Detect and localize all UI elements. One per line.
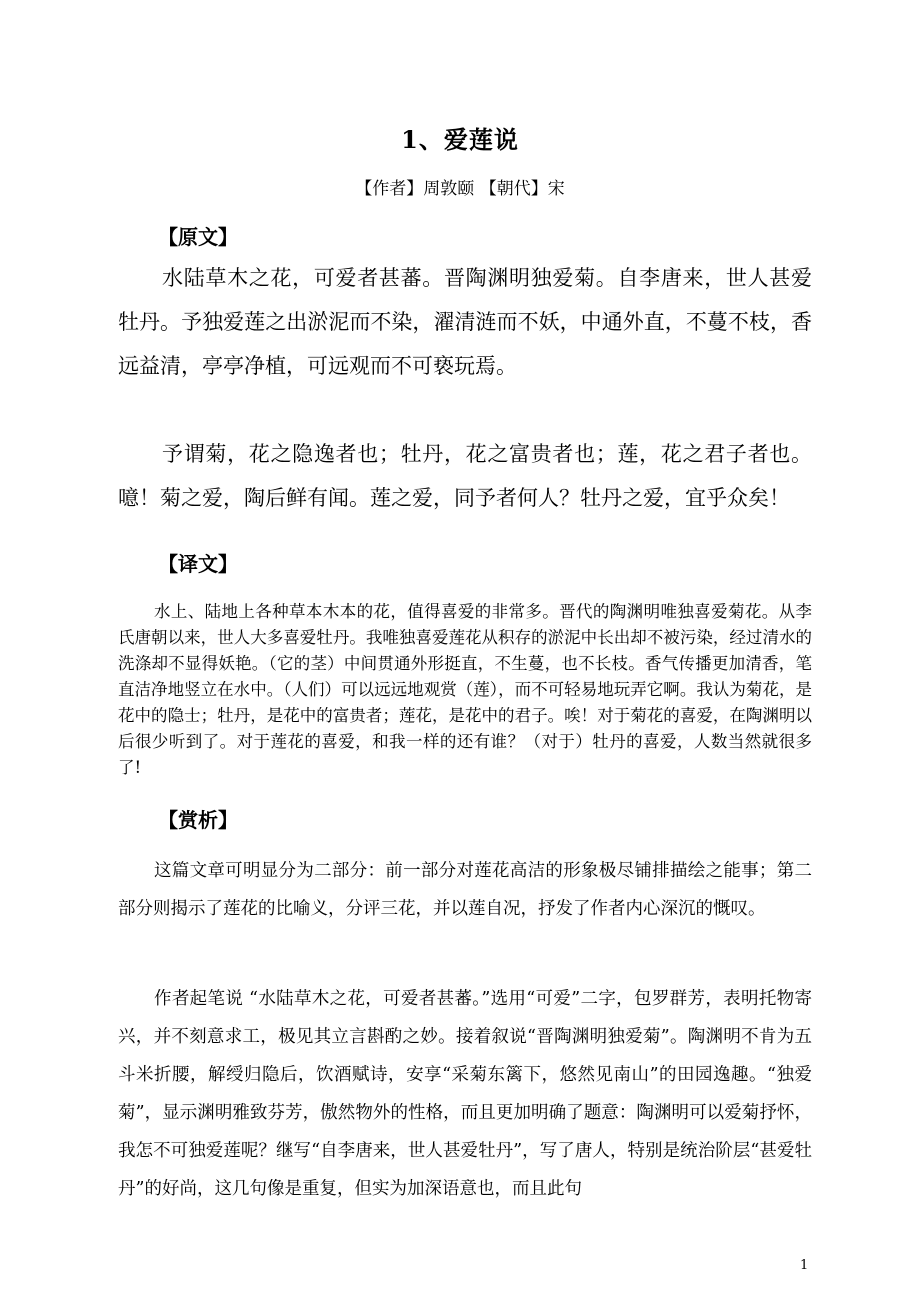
appreciation-paragraph: 作者起笔说 “水陆草木之花，可爱者甚蕃。”选用“可爱”二字，包罗群芳，表明托物寄兴，并不刻意求工，极见其立言斟酌之妙。接着叙说“晋陶渊明独爱菊”。陶渊明不肯为五斗米折腰，解绶归隐后，饮酒赋诗，安享“采菊东篱下，悠然见南山”的田园逸趣。“独爱菊”，显示渊明雅致芬芳，傲然物外的性格，而且更加明确了题意：陶渊明可以爱菊抒怀，我怎不可独爱莲呢？继写“自李唐来，世人甚爱牡丹”，写了唐人，特别是统治阶层“甚爱牡丹”的好尚，这几句像是重复，但实为加深语意也，而且此句	[118, 989, 812, 1199]
page-title: 1、爱莲说	[401, 125, 519, 154]
original-paragraph: 水陆草木之花，可爱者甚蕃。晋陶渊明独爱菊。自李唐来，世人甚爱牡丹。予独爱莲之出淤泥而不染，濯清涟而不妖，中通外直，不蔓不枝，香远益清，亭亭净植，可远观而不可亵玩焉。	[118, 266, 812, 378]
page-number: 1	[800, 1258, 809, 1273]
author-dynasty-line: 【作者】周敦颐 【朝代】宋	[355, 179, 565, 199]
appreciation-paragraph: 这篇文章可明显分为二部分：前一部分对莲花高洁的形象极尽铺排描绘之能事；第二部分则揭示了莲花的比喻义，分评三花，并以莲自况，抒发了作者内心深沉的慨叹。	[118, 861, 812, 919]
section-heading-appreciation: 【赏析】	[158, 808, 238, 832]
translation-paragraph: 水上、陆地上各种草本木本的花，值得喜爱的非常多。晋代的陶渊明唯独喜爱菊花。从李氏唐朝以来，世人大多喜爱牡丹。我唯独喜爱莲花从积存的淤泥中长出却不被污染，经过清水的洗涤却不显得妖艳。（它的茎）中间贯通外形挺直，不生蔓，也不长枝。香气传播更加清香，笔直洁净地竖立在水中。（人们）可以远远地观赏（莲），而不可轻易地玩弄它啊。我认为菊花，是花中的隐士；牡丹，是花中的富贵者；莲花，是花中的君子。唉！对于菊花的喜爱，在陶渊明以后很少听到了。对于莲花的喜爱，和我一样的还有谁？（对于）牡丹的喜爱，人数当然就很多了!	[118, 602, 812, 777]
original-paragraph: 予谓菊，花之隐逸者也；牡丹，花之富贵者也；莲，花之君子者也。噫！菊之爱，陶后鲜有闻。莲之爱，同予者何人？牡丹之爱，宜乎众矣！	[118, 442, 812, 510]
section-heading-translation: 【译文】	[158, 552, 238, 576]
section-heading-original: 【原文】	[158, 225, 238, 249]
